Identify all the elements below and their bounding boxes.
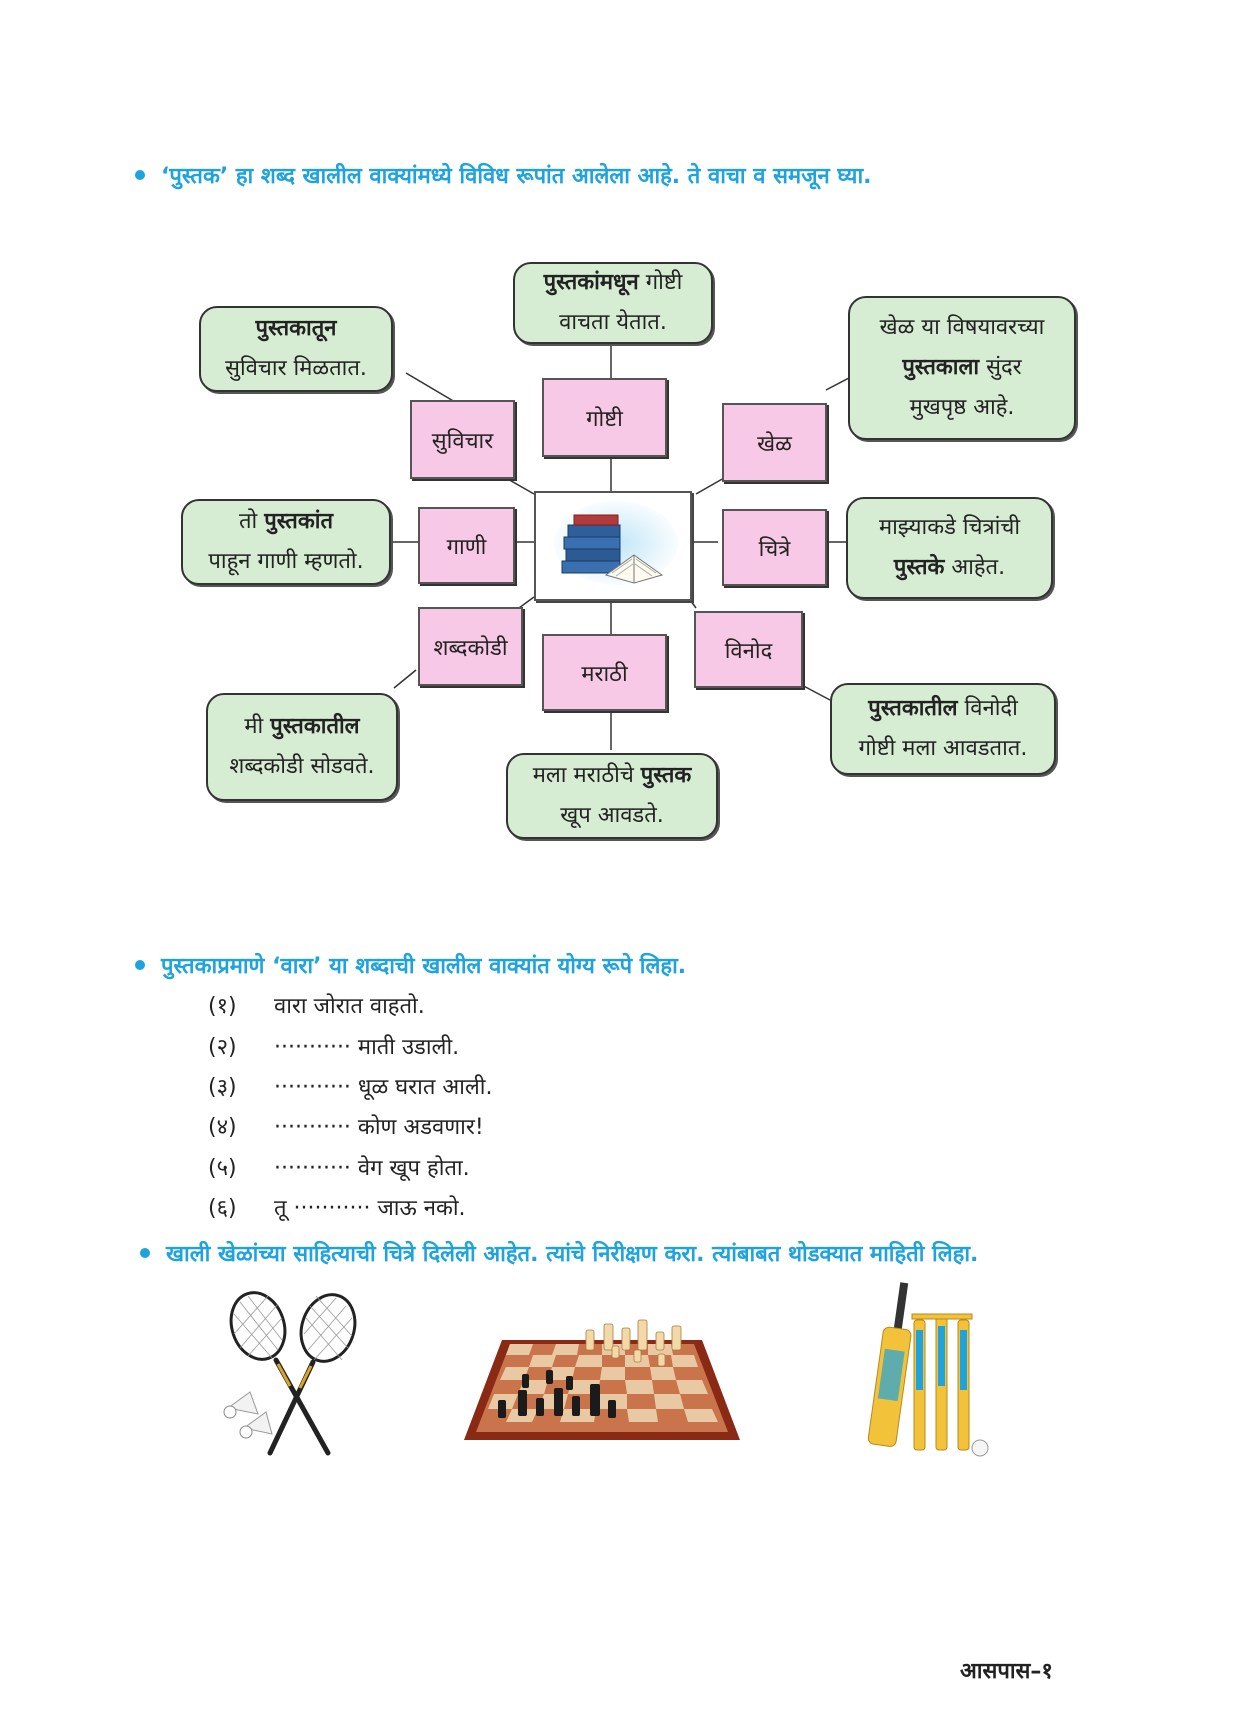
category-suvichar: सुविचार bbox=[410, 400, 515, 479]
sentence-suvichar bbox=[199, 306, 393, 392]
sentence-marathi-bold: पुस्तक bbox=[640, 763, 692, 788]
books-icon bbox=[536, 493, 690, 599]
sentence-shabdakodi bbox=[206, 693, 398, 801]
cricket-image bbox=[852, 1280, 1002, 1460]
sentence-gani bbox=[181, 499, 391, 585]
category-gani: गाणी bbox=[418, 507, 515, 584]
bullet-icon bbox=[140, 1248, 150, 1258]
sentence-marathi-pre: मला मराठीचे bbox=[532, 763, 641, 788]
category-vinod: विनोद bbox=[694, 611, 803, 688]
sentence-shabdakodi-line2: शब्दकोडी सोडवते. bbox=[229, 754, 375, 779]
sentence-gani-pre: तो bbox=[239, 509, 265, 534]
exercise-item-2 bbox=[208, 1031, 459, 1061]
exercise-text: ··········· कोण अडवणार! bbox=[274, 1115, 484, 1140]
exercise-item-5 bbox=[208, 1152, 470, 1182]
exercise-item-1 bbox=[208, 990, 425, 1020]
sentence-suvichar-bold: पुस्तकातून bbox=[255, 316, 337, 341]
bullet-icon bbox=[135, 960, 145, 970]
sentence-goshti-line2: वाचता येतात. bbox=[559, 310, 667, 335]
exercise-number: (२) bbox=[208, 1035, 237, 1060]
section3-heading-text: खाली खेळांच्या साहित्याची चित्रे दिलेली आहेत. त्यांचे निरीक्षण करा. त्यांबाबत थोडक्यात माहिती लिहा. bbox=[166, 1242, 979, 1267]
sentence-goshti-bold: पुस्तकांमधून bbox=[543, 270, 639, 295]
exercise-item-3 bbox=[208, 1071, 492, 1101]
page-footer: आसपास–१ bbox=[960, 1659, 1053, 1684]
sentence-goshti-rest: गोष्टी bbox=[638, 270, 683, 295]
sentence-suvichar-line2: सुविचार मिळतात. bbox=[225, 356, 367, 381]
sentence-khel-line3: मुखपृष्ठ आहे. bbox=[909, 395, 1015, 420]
category-chitre: चित्रे bbox=[722, 509, 827, 586]
exercise-number: (४) bbox=[208, 1115, 237, 1140]
sentence-vinod-rest: विनोदी bbox=[957, 696, 1018, 721]
exercise-number: (३) bbox=[208, 1075, 237, 1100]
sentence-chitre bbox=[846, 497, 1053, 599]
exercise-text: ··········· धूळ घरात आली. bbox=[274, 1075, 493, 1100]
exercise-text: वारा जोरात वाहतो. bbox=[274, 994, 425, 1019]
exercise-item-6 bbox=[208, 1192, 466, 1222]
sentence-goshti bbox=[513, 262, 713, 344]
sentence-chitre-rest: आहेत. bbox=[944, 555, 1006, 580]
sentence-shabdakodi-pre: मी bbox=[244, 714, 271, 739]
sentence-vinod-line2: गोष्टी मला आवडतात. bbox=[858, 736, 1028, 761]
section2-heading bbox=[135, 950, 686, 980]
category-khel: खेळ bbox=[722, 403, 827, 482]
exercise-number: (१) bbox=[208, 994, 237, 1019]
category-goshti: गोष्टी bbox=[542, 378, 667, 457]
books-center-box bbox=[534, 491, 692, 601]
sentence-khel-rest: सुंदर bbox=[979, 355, 1022, 380]
exercise-text: तू ··········· जाऊ नको. bbox=[274, 1196, 466, 1221]
sentence-vinod bbox=[830, 683, 1056, 775]
exercise-number: (६) bbox=[208, 1196, 237, 1221]
section3-heading bbox=[140, 1238, 978, 1268]
sentence-gani-line2: पाहून गाणी म्हणतो. bbox=[208, 549, 364, 574]
section1-heading-text: ‘पुस्तक’ हा शब्द खालील वाक्यांमध्ये विविध रूपांत आलेला आहे. ते वाचा व समजून घ्या. bbox=[161, 164, 872, 189]
sentence-shabdakodi-bold: पुस्तकातील bbox=[270, 714, 360, 739]
sentence-chitre-line1: माझ्याकडे चित्रांची bbox=[878, 515, 1021, 540]
exercise-text: ··········· वेग खूप होता. bbox=[274, 1156, 470, 1181]
sentence-gani-bold: पुस्तकांत bbox=[264, 509, 333, 534]
section2-heading-text: पुस्तकाप्रमाणे ‘वारा’ या शब्दाची खालील वाक्यांत योग्य रूपे लिहा. bbox=[161, 954, 687, 979]
category-shabdakodi: शब्दकोडी bbox=[418, 607, 523, 686]
sentence-khel bbox=[848, 296, 1076, 440]
badminton-image bbox=[218, 1288, 368, 1458]
sentence-vinod-bold: पुस्तकातील bbox=[868, 696, 958, 721]
sentence-marathi-line2: खूप आवडते. bbox=[560, 803, 664, 828]
exercise-text: ··········· माती उडाली. bbox=[274, 1035, 460, 1060]
exercise-number: (५) bbox=[208, 1156, 237, 1181]
category-marathi: मराठी bbox=[542, 634, 667, 711]
exercise-item-4 bbox=[208, 1111, 484, 1141]
sentence-khel-bold: पुस्तकाला bbox=[902, 355, 980, 380]
sentence-marathi bbox=[506, 753, 718, 839]
chess-image bbox=[462, 1310, 742, 1460]
sentence-khel-line1: खेळ या विषयावरच्या bbox=[879, 315, 1045, 340]
sentence-chitre-bold: पुस्तके bbox=[893, 555, 945, 580]
